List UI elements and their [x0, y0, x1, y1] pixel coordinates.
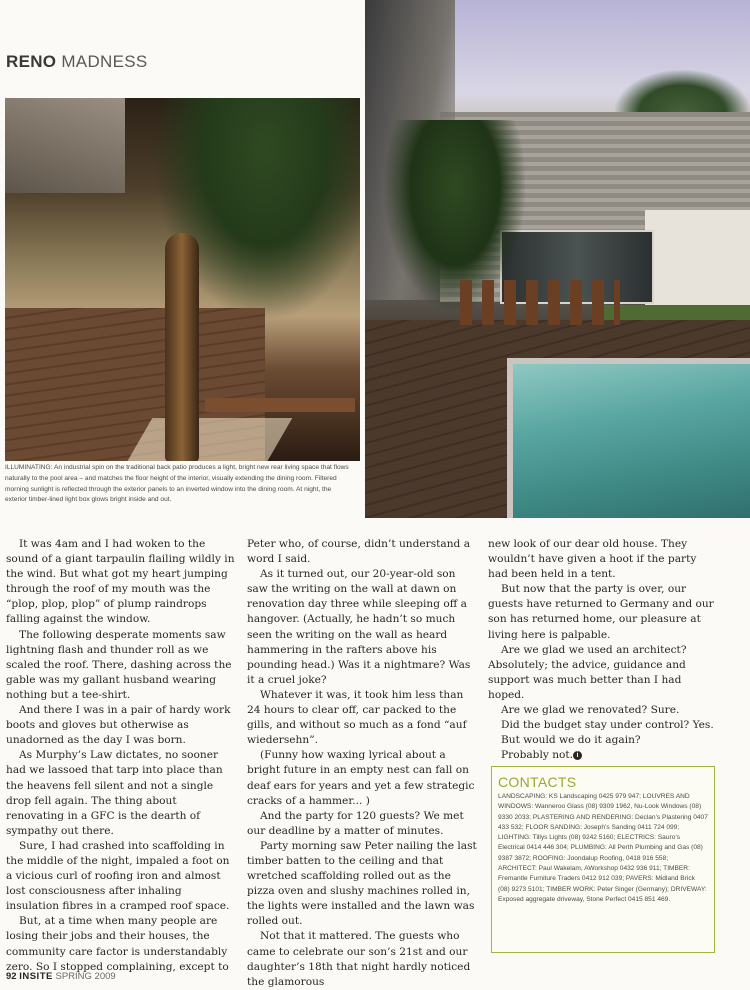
photo-caption [5, 463, 355, 506]
page-number: 92 [6, 971, 17, 982]
outdoor-table [205, 398, 355, 412]
section-title-rest: MADNESS [56, 52, 148, 71]
paragraph: And the party for 120 guests? We met our deadline by a matter of minutes. [247, 809, 464, 837]
paragraph: Sure, I had crashed into scaffolding in the middle of the night, impaled a foot on a vicious curl of roofing iron and almost lost consciousness after inhaling insulation fibres in a cramped roof space. [6, 839, 230, 913]
paragraph: But, at a time when many people are losing their jobs and their houses, the community care factor is understandably zero. So I stopped complaining, except to [6, 915, 229, 973]
paragraph: Did the budget stay under control? Yes. [501, 719, 714, 732]
paragraph-last [488, 748, 718, 763]
caption-text: An industrial spin on the traditional back patio produces a light, bright new rear living space that flows naturally to the pool area – and matches the floor height of the interior, visually extending the dining room. Filtered morning sunlight is reflected through the exterior panels to an inverted window into the dining room. At night, the exterior timber-lined light box glows bright inside and out. [5, 464, 349, 504]
section-title [6, 52, 148, 72]
paragraph: It was 4am and I had woken to the sound of a giant tarpaulin flailing wildly in the wind. But what got my heart jumping through the roof of my mouth was the “plop, plop, plop” of plump raindrops falling against the window. [6, 538, 235, 626]
article-column-1 [6, 537, 236, 975]
outdoor-chairs [460, 280, 620, 325]
issue-label: SPRING 2009 [55, 971, 116, 982]
paragraph: But would we do it again? [501, 734, 641, 747]
contacts-box [491, 766, 715, 953]
contacts-list: LANDSCAPING: KS Landscaping 0425 979 947; LOUVRES AND WINDOWS: Wanneroo Glass (08) 9309 1962, Nu-Look Windows (08) 9330 2033; PLASTERING AND RENDERING: Declan’s Plastering 0407 433 532; FLOOR SANDING: Joseph’s Sanding 0411 724 099; LIGHTING: Tillys Lights (08) 9242 5160; ELECTRICS: Sauro’s Electrical 0414 446 304; PLUMBING: All Perth Plumbing and Gas (08) 9387 3872; ROOFING: Joondalup Roofing, 0418 916 558; ARCHITECT: Paul Wakelam, AWorkshop 0432 936 911; TIMBER: Fremantle Furniture Traders 0412 912 039; PAVERS: Midland Brick (08) 9273 5101; TIMBER WORK: Peter Singer (Germany); DRIVEWAY: Exposed aggregate driveway, Stone Perfect 0415 851 469. [498, 793, 708, 903]
paragraph: (Funny how waxing lyrical about a bright future in an empty nest can fall on deaf ears for years and yet a few strategic cracks of a hammer... ) [247, 749, 475, 807]
paragraph: new look of our dear old house. They wouldn’t have given a hoot if the party had been held in a tent. [488, 538, 697, 581]
patio-ceiling [5, 98, 125, 193]
article-column-3 [488, 537, 718, 763]
caption-lead: ILLUMINATING: [5, 464, 53, 471]
swimming-pool [507, 358, 750, 518]
paragraph: Party morning saw Peter nailing the last timber batten to the ceiling and that wretched scaffolding rolled out as the pizza oven and slushy machines rolled in, the lights were installed and the lawn was rolled out. [247, 839, 477, 928]
paragraph: As Murphy’s Law dictates, no sooner had we lassoed that tarp into place than the heavens fell silent and not a single drop fell again. The thing about renovating in a GFC is the dearth of sympathy out there. [6, 749, 223, 837]
carved-statue [165, 233, 199, 461]
paragraph: Not that it mattered. The guests who came to celebrate our son’s 21st and our daughter’s 18th that night hardly noticed the glamorous [247, 930, 471, 988]
patio-photo [5, 98, 360, 461]
contacts-title: CONTACTS [498, 774, 577, 790]
paragraph: Are we glad we used an architect? Absolutely; the advice, guidance and support was much better than I had hoped. [488, 643, 687, 701]
paragraph: Whatever it was, it took him less than 24 hours to clear off, car packed to the gills, and without so much as a fond “auf wiedersehn”. [247, 688, 467, 747]
paragraph: Peter who, of course, didn’t understand a word I said. [247, 538, 471, 566]
page-footer [6, 971, 116, 982]
paragraph: But now that the party is over, our guests have returned to Germany and our son has returned home, our pleasure at living here is palpable. [488, 583, 714, 641]
paragraph: And there I was in a pair of hardy work boots and gloves but otherwise as unadorned as the day I was born. [6, 704, 231, 747]
paragraph: The following desperate moments saw lightning flash and thunder roll as we scaled the roof. There, dashing across the gable was my gallant husband wearing nothing but a tee-shirt. [6, 628, 232, 701]
white-wall [645, 210, 750, 305]
end-mark-icon: i [573, 751, 582, 760]
paragraph: As it turned out, our 20-year-old son saw the writing on the wall at dawn on renovation day three while sleeping off a hangover. (Actually, he hadn’t so much seen the writing on the wall as heard hammering in the rafters above his pounding head.) Was it a nightmare? Was it a cruel joke? [247, 568, 471, 686]
magazine-name: INSITE [19, 971, 53, 982]
section-title-bold: RENO [6, 52, 57, 71]
pool-house-photo [365, 0, 750, 518]
paragraph: Are we glad we renovated? Sure. [501, 704, 680, 717]
closing-line: Probably not. [501, 749, 574, 762]
article-column-2 [247, 537, 477, 990]
